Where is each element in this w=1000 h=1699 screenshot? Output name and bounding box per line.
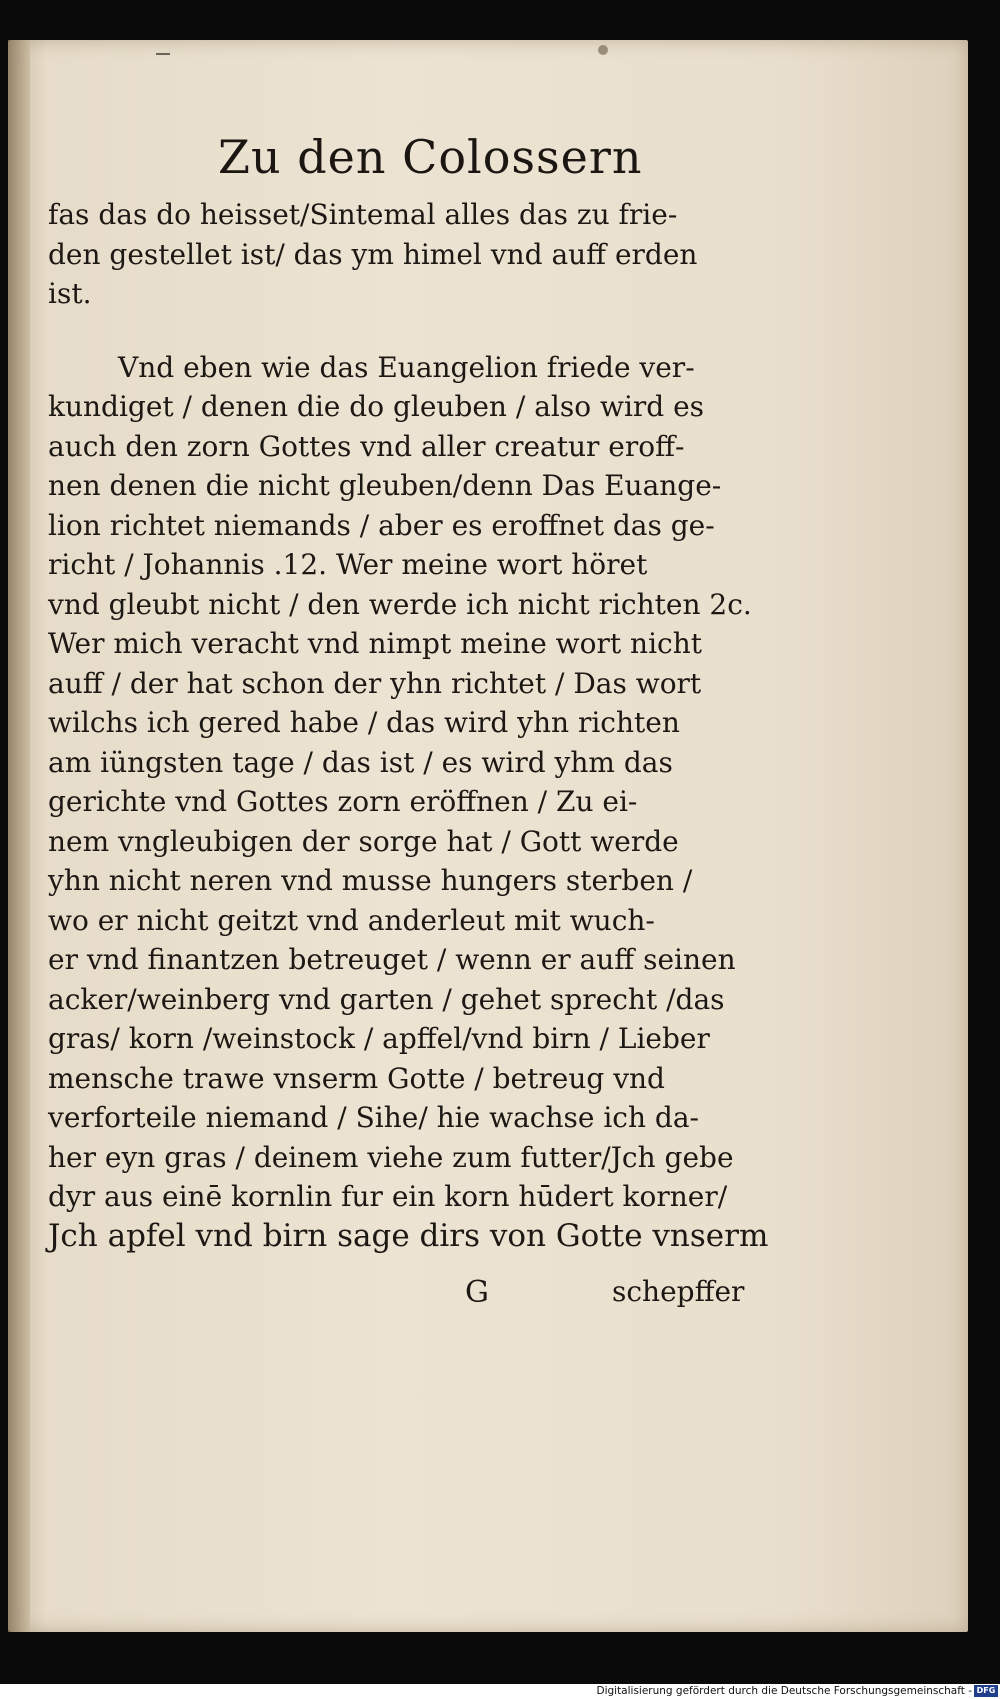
text-line: wo er nicht geitzt vnd anderleut mit wuch‑ (48, 903, 655, 937)
text-line: er vnd finantzen betreuget / wenn er auff seinen (48, 943, 736, 976)
text-line: nen denen die nicht gleuben/denn Das Euange‑ (48, 469, 722, 502)
footer-credit: Digitalisierung gefördert durch die Deutsche Forschungsgemeinschaft - (596, 1685, 972, 1697)
text-line: Wer mich veracht vnd nimpt meine wort nicht (48, 627, 702, 660)
paragraph-gap (48, 314, 748, 348)
catchword: schepffer (612, 1275, 745, 1308)
text-line: ist. (48, 277, 92, 310)
page-mark (156, 53, 170, 55)
text-line: mensche trawe vnserm Gotte / betreug vnd (48, 1061, 665, 1095)
text-line: richt / Johannis .12. Wer meine wort höret (48, 548, 648, 581)
text-line: wilchs ich gered habe / das wird yhn richten (48, 706, 680, 739)
running-head: Zu den Colossern (218, 130, 643, 184)
text-line: kundiget / denen die do gleuben / also wird es (48, 390, 705, 423)
text-line: gerichte vnd Gottes zorn eröffnen / Zu ei‑ (48, 785, 638, 818)
text-line: dyr aus einē kornlin fur ein korn hūdert korner/ (48, 1180, 728, 1213)
body-text (48, 195, 769, 1256)
text-line: gras/ korn /weinstock / apffel/vnd birn / Lieber (48, 1022, 710, 1055)
text-line: lion richtet niemands / aber es eroffnet das ge‑ (48, 508, 715, 542)
text-line: yhn nicht neren vnd musse hungers sterben / (48, 864, 693, 897)
text-line: her eyn gras / deinem viehe zum futter/Jch gebe (48, 1140, 734, 1174)
ink-spot (598, 45, 608, 55)
page-gutter (8, 40, 30, 1632)
text-line: auch den zorn Gottes vnd aller creatur eroff‑ (48, 429, 685, 463)
text-line: acker/weinberg vnd garten / gehet sprecht /das (48, 982, 725, 1016)
text-line: verforteile niemand / Sihe/ hie wachse ich da‑ (48, 1101, 699, 1134)
text-line: fas das do heisset/Sintemal alles das zu frie‑ (48, 198, 678, 231)
text-line: am iüngsten tage / das ist / es wird yhm das (48, 745, 673, 779)
text-line: auff / der hat schon der yhn richtet / Das wort (48, 666, 702, 700)
text-line: Vnd eben wie das Euangelion friede ver‑ (118, 350, 695, 384)
text-line: Jch apfel vnd birn sage dirs von Gotte vnserm (48, 1217, 769, 1254)
signature-mark: G (465, 1275, 489, 1310)
text-line: nem vngleubigen der sorge hat / Gott werde (48, 824, 679, 858)
book-page (8, 40, 968, 1632)
dfg-logo: DFG (974, 1685, 998, 1697)
footer-bar (0, 1684, 1000, 1699)
text-line: den gestellet ist/ das ym himel vnd auff erden (48, 237, 698, 271)
text-line: vnd gleubt nicht / den werde ich nicht richten 2c. (48, 587, 752, 621)
